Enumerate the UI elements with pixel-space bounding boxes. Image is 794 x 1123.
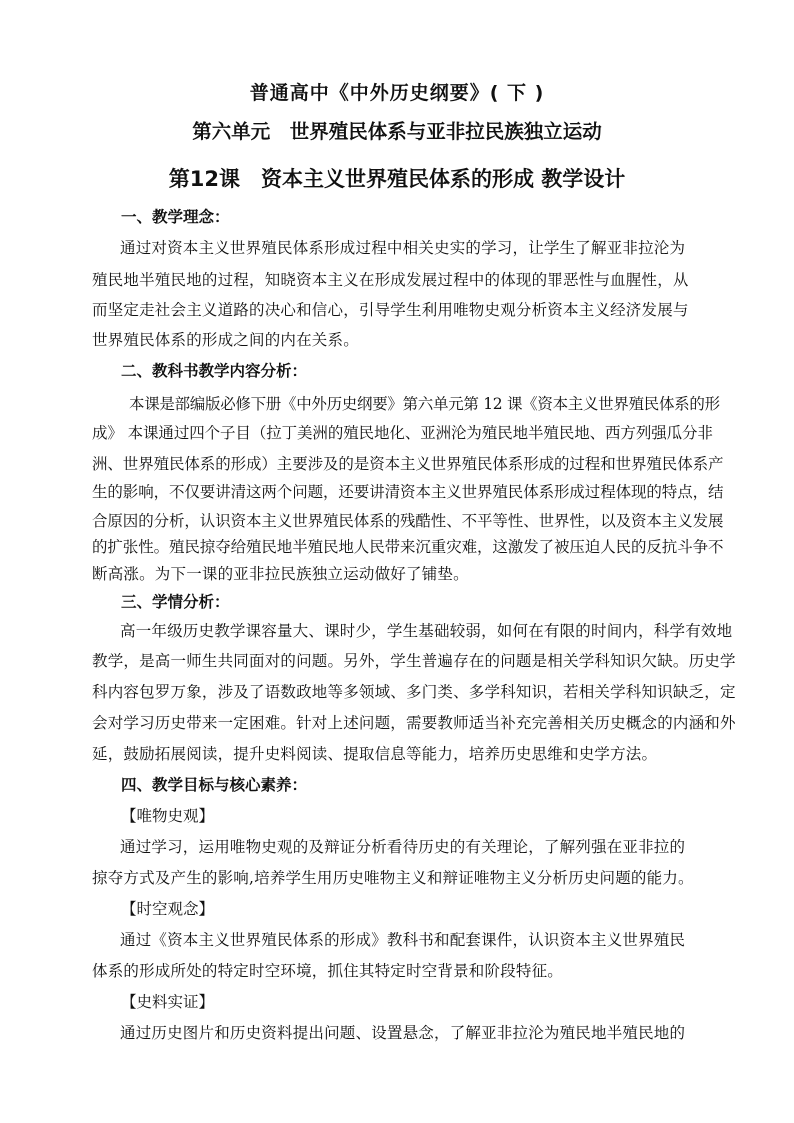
section-heading-goals: 四、教学目标与核心素养： [121, 776, 308, 794]
paragraph-line: 通过对资本主义世界殖民体系形成过程中相关史实的学习，让学生了解亚非拉沦为 [120, 239, 686, 257]
paragraph-line: 的扩张性。殖民掠夺给殖民地半殖民地人民带来沉重灾难，这激发了被压迫人民的反抗斗争不 [92, 538, 724, 556]
paragraph-line: 生的影响，不仅要讲清这两个问题，还要讲清资本主义世界殖民体系形成过程体现的特点，结 [92, 483, 724, 501]
paragraph-line: 合原因的分析，认识资本主义世界殖民体系的残酷性、不平等性、世界性，以及资本主义发展 [92, 512, 724, 530]
goal-label-historical-materialism: 【唯物史观】 [121, 807, 215, 825]
course-title: 普通高中《中外历史纲要》( 下 ) [249, 82, 545, 104]
paragraph-line: 教学，是高一师生共同面对的问题。另外，学生普遍存在的问题是相关学科知识欠缺。历史学 [92, 652, 736, 670]
lesson-title: 第12课 资本主义世界殖民体系的形成 教学设计 [168, 167, 626, 191]
paragraph-line: 世界殖民体系的形成之间的内在关系。 [92, 331, 359, 349]
paragraph-line: 洲、世界殖民体系的形成）主要涉及的是资本主义世界殖民体系形成的过程和世界殖民体系产 [92, 455, 724, 473]
unit-title: 第六单元 世界殖民体系与亚非拉民族独立运动 [192, 120, 602, 143]
section-heading-textbook-analysis: 二、教科书教学内容分析： [121, 362, 308, 380]
paragraph-line: 断高涨。为下一课的亚非拉民族独立运动做好了铺垫。 [92, 565, 469, 583]
paragraph-line: 成》 本课通过四个子目（拉丁美洲的殖民地化、亚洲沦为殖民地半殖民地、西方列强瓜分非 [92, 424, 713, 442]
paragraph-line: 通过历史图片和历史资料提出问题、设置悬念，了解亚非拉沦为殖民地半殖民地的 [120, 1024, 686, 1042]
paragraph-line: 科内容包罗万象，涉及了语数政地等多领域、多门类、多学科知识，若相关学科知识缺乏，定 [92, 683, 736, 701]
goal-label-space-time: 【时空观念】 [121, 900, 215, 918]
paragraph-line: 延，鼓励拓展阅读，提升史料阅读、提取信息等能力，培养历史思维和史学方法。 [92, 745, 658, 763]
paragraph-line: 体系的形成所处的特定时空环境，抓住其特定时空背景和阶段特征。 [92, 962, 564, 980]
section-heading-student-analysis: 三、学情分析： [121, 593, 230, 611]
goal-label-evidence: 【史料实证】 [121, 993, 215, 1011]
section-heading-teaching-philosophy: 一、教学理念： [121, 208, 230, 226]
paragraph-line: 殖民地半殖民地的过程，知晓资本主义在形成发展过程中的体现的罪恶性与血腥性，从 [92, 271, 689, 289]
paragraph-line: 通过《资本主义世界殖民体系的形成》教科书和配套课件，认识资本主义世界殖民 [120, 931, 686, 949]
paragraph-line: 而坚定走社会主义道路的决心和信心，引导学生利用唯物史观分析资本主义经济发展与 [92, 301, 689, 319]
paragraph-line: 通过学习，运用唯物史观的及辩证分析看待历史的有关理论，了解列强在亚非拉的 [120, 838, 686, 856]
paragraph-line: 掠夺方式及产生的影响,培养学生用历史唯物主义和辩证唯物主义分析历史问题的能力。 [92, 869, 694, 887]
paragraph-line: 高一年级历史教学课容量大、课时少，学生基础较弱，如何在有限的时间内，科学有效地 [120, 622, 733, 640]
paragraph-line: 会对学习历史带来一定困难。针对上述问题，需要教师适当补充完善相关历史概念的内涵和外 [92, 714, 736, 732]
paragraph-line: 本课是部编版必修下册《中外历史纲要》第六单元第 12 课《资本主义世界殖民体系的形 [129, 395, 720, 413]
